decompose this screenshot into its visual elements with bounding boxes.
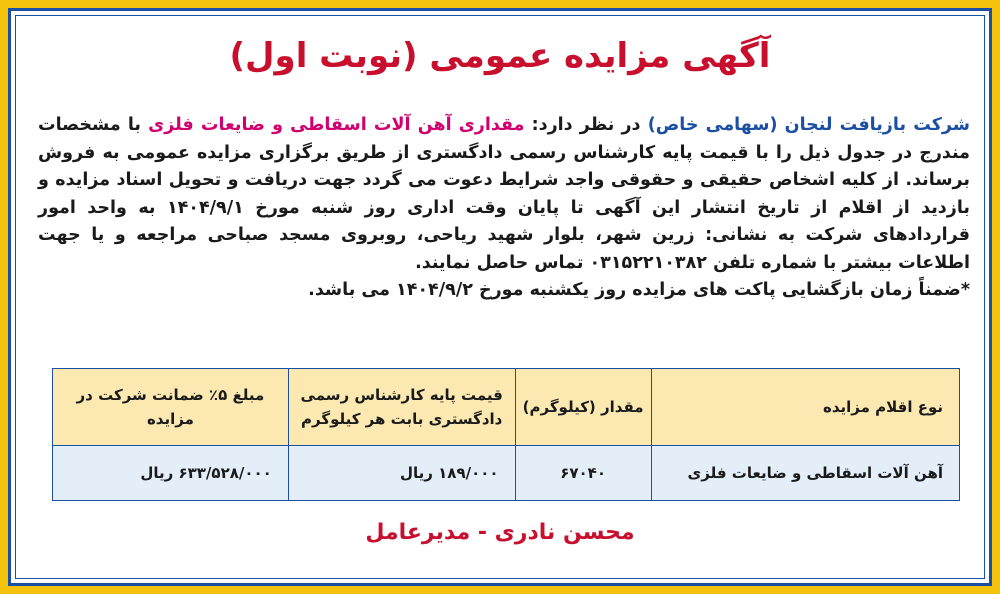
ad-body [38, 112, 970, 305]
items-table [52, 368, 960, 501]
intro-text: در نظر دارد: [524, 115, 648, 135]
header-price: قیمت پایه کارشناس رسمی دادگستری بابت هر کیلوگرم [288, 369, 515, 446]
table-row [53, 446, 960, 501]
subject-text: مقداری آهن آلات اسقاطی و ضایعات فلزی [148, 115, 525, 135]
header-guarantee: مبلغ ۵٪ ضمانت شرکت در مزایده [53, 369, 289, 446]
header-quantity: مقدار (کیلوگرم) [515, 369, 651, 446]
ad-title: آگهی مزایده عمومی (نوبت اول) [229, 36, 771, 76]
signature: محسن نادری - مدیرعامل [365, 520, 635, 545]
company-name: شرکت بازیافت لنجان (سهامی خاص) [647, 115, 970, 135]
table-header-row [53, 369, 960, 446]
cell-quantity: ۶۷۰۴۰ [515, 446, 651, 501]
main-text: با مشخصات مندرج در جدول ذیل را با قیمت پایه کارشناس رسمی دادگستری از طریق برگزاری مزایده عمومی به فروش برساند. از کلیه اشخاص حقیقی و حقوقی واجد شرایط دعوت می گردد جهت دریافت و تحویل اسناد مزایده و بازدید از اقلام از تاریخ انتشار این آگهی تا پایان وقت اداری روز شنبه مورخ ۱۴۰۴/۹/۱ به واحد امور قراردادهای شرکت به نشانی: زرین شهر، بلوار شهید ریاحی، روبروی مسجد صباحی مراجعه و یا جهت اطلاعات بیشتر با شماره تلفن ۰۳۱۵۲۲۱۰۳۸۲ تماس حاصل نمایند. [38, 115, 970, 273]
note-text: *ضمناً زمان بازگشایی پاکت های مزایده روز یکشنبه مورخ ۱۴۰۴/۹/۲ می باشد. [308, 280, 970, 300]
ad-paragraph [38, 112, 970, 277]
header-item: نوع اقلام مزایده [651, 369, 959, 446]
cell-price: ۱۸۹/۰۰۰ ریال [288, 446, 515, 501]
cell-guarantee: ۶۳۳/۵۲۸/۰۰۰ ریال [53, 446, 289, 501]
cell-item: آهن آلات اسقاطی و ضایعات فلزی [651, 446, 959, 501]
